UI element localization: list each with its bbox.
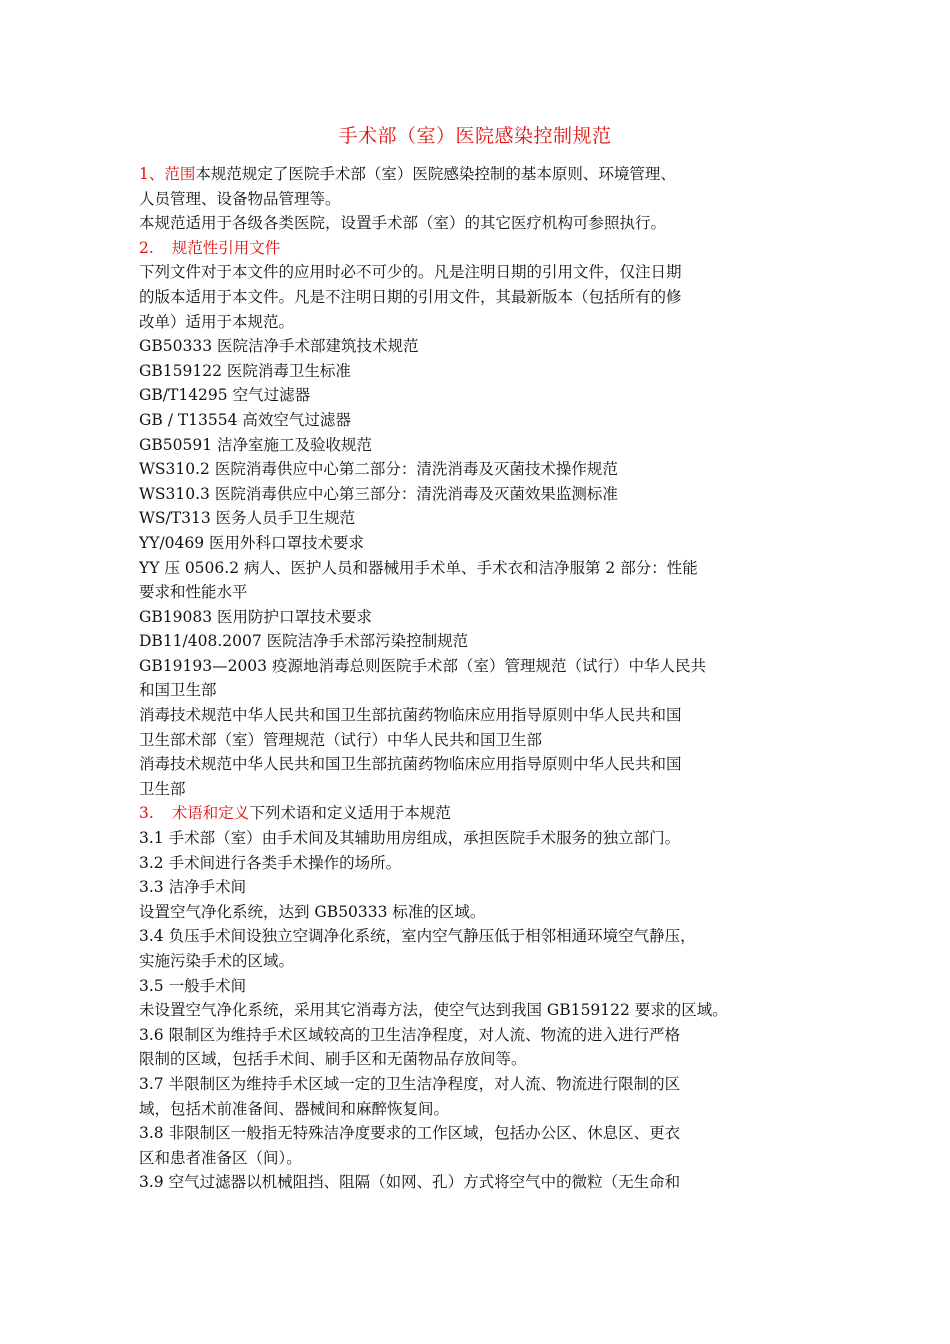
text-line xyxy=(139,924,839,949)
text-line xyxy=(139,580,839,605)
line-text: GB/T14295 空气过滤器 xyxy=(139,386,311,405)
text-line xyxy=(139,678,839,703)
text-line xyxy=(139,457,839,482)
text-line xyxy=(139,408,839,433)
text-line xyxy=(139,285,839,310)
line-text: 要求和性能水平 xyxy=(139,583,248,602)
line-text: GB159122 医院消毒卫生标准 xyxy=(139,361,351,380)
line-text: 域，包括术前准备间、器械间和麻醉恢复间。 xyxy=(139,1099,450,1118)
text-line xyxy=(139,359,839,384)
text-line xyxy=(139,752,839,777)
text-line xyxy=(139,998,839,1023)
text-line xyxy=(139,629,839,654)
text-line xyxy=(139,703,839,728)
line-text: 3.8 非限制区一般指无特殊洁净度要求的工作区域，包括办公区、休息区、更衣 xyxy=(139,1124,681,1143)
line-text: 3.1 手术部（室）由手术间及其辅助用房组成，承担医院手术服务的独立部门。 xyxy=(139,829,681,848)
line-text: 3.3 洁净手术间 xyxy=(139,878,247,897)
line-text: WS310.3 医院消毒供应中心第三部分：清洗消毒及灭菌效果监测标准 xyxy=(139,484,618,503)
text-line xyxy=(139,334,839,359)
text-line xyxy=(139,482,839,507)
line-text: GB50591 洁净室施工及验收规范 xyxy=(139,435,373,454)
document-body xyxy=(139,162,839,1195)
document-title: 手术部（室）医院感染控制规范 xyxy=(338,125,612,147)
text-line xyxy=(139,1121,839,1146)
section-heading: 1、范围 xyxy=(139,165,196,183)
text-line xyxy=(139,728,839,753)
line-text: 3.2 手术间进行各类手术操作的场所。 xyxy=(139,853,402,872)
line-text: 下列文件对于本文件的应用时必不可少的。凡是注明日期的引用文件，仅注日期 xyxy=(139,263,682,282)
text-line xyxy=(139,260,839,285)
line-text: GB50333 医院洁净手术部建筑技术规范 xyxy=(139,337,419,356)
line-text: 限制的区域，包括手术间、刷手区和无菌物品存放间等。 xyxy=(139,1050,527,1069)
line-text: 3.6 限制区为维持手术区域较高的卫生洁净程度，对人流、物流的进入进行严格 xyxy=(139,1025,681,1044)
text-line xyxy=(139,826,839,851)
text-line xyxy=(139,900,839,925)
text-line xyxy=(139,506,839,531)
line-text: 未设置空气净化系统，采用其它消毒方法，使空气达到我国 GB159122 要求的区域。 xyxy=(139,1001,728,1020)
section-number: 2. xyxy=(139,238,154,257)
line-text: GB19083 医用防护口罩技术要求 xyxy=(139,607,373,626)
text-line xyxy=(139,556,839,581)
line-text: 消毒技术规范中华人民共和国卫生部抗菌药物临床应用指导原则中华人民共和国 xyxy=(139,755,682,774)
text-line xyxy=(139,974,839,999)
line-text: 本规范适用于各级各类医院，设置手术部（室）的其它医疗机构可参照执行。 xyxy=(139,214,667,233)
line-text: 消毒技术规范中华人民共和国卫生部抗菌药物临床应用指导原则中华人民共和国 xyxy=(139,706,682,725)
line-text: 改单）适用于本规范。 xyxy=(139,312,295,331)
text-line xyxy=(139,1146,839,1171)
text-line xyxy=(139,236,839,261)
line-text: 和国卫生部 xyxy=(139,681,217,700)
text-line xyxy=(139,531,839,556)
line-text: YY/0469 医用外科口罩技术要求 xyxy=(139,533,365,552)
text-line xyxy=(139,875,839,900)
line-text: 3.9 空气过滤器以机械阻挡、阻隔（如网、孔）方式将空气中的微粒（无生命和 xyxy=(139,1173,681,1192)
text-line xyxy=(139,433,839,458)
text-line xyxy=(139,605,839,630)
text-line xyxy=(139,1170,839,1195)
text-line xyxy=(139,777,839,802)
line-text: GB / T13554 高效空气过滤器 xyxy=(139,410,351,429)
text-line xyxy=(139,187,839,212)
line-text: YY 压 0506.2 病人、医护人员和器械用手术单、手术衣和洁净服第 2 部分：性能 xyxy=(139,558,698,577)
line-text: 3.4 负压手术间设独立空调净化系统，室内空气静压低于相邻相通环境空气静压， xyxy=(139,927,696,946)
text-line xyxy=(139,1047,839,1072)
text-line xyxy=(139,162,839,187)
line-text: WS310.2 医院消毒供应中心第二部分：清洗消毒及灭菌技术操作规范 xyxy=(139,460,618,479)
line-text: 卫生部术部（室）管理规范（试行）中华人民共和国卫生部 xyxy=(139,730,543,749)
text-line xyxy=(139,949,839,974)
text-line xyxy=(139,654,839,679)
line-text: 实施污染手术的区域。 xyxy=(139,952,295,970)
text-line xyxy=(139,1097,839,1122)
line-text: 3.7 半限制区为维持手术区域一定的卫生洁净程度，对人流、物流进行限制的区 xyxy=(139,1074,681,1093)
line-text: 下列术语和定义适用于本规范 xyxy=(249,804,451,823)
line-text: DB11/408.2007 医院洁净手术部污染控制规范 xyxy=(139,632,469,651)
text-line xyxy=(139,1023,839,1048)
section-heading: 规范性引用文件 xyxy=(171,238,281,257)
line-text: 的版本适用于本文件。凡是不注明日期的引用文件，其最新版本（包括所有的修 xyxy=(139,287,682,306)
line-text: 人员管理、设备物品管理等。 xyxy=(139,189,341,208)
line-text: GB19193—2003 疫源地消毒总则医院手术部（室）管理规范（试行）中华人民共 xyxy=(139,656,706,675)
text-line xyxy=(139,383,839,408)
section-number: 3. xyxy=(139,804,154,823)
line-text: 3.5 一般手术间 xyxy=(139,976,247,995)
line-text: 卫生部 xyxy=(139,779,186,798)
text-line xyxy=(139,801,839,826)
line-text: 设置空气净化系统，达到 GB50333 标准的区域。 xyxy=(139,902,486,921)
text-line xyxy=(139,310,839,335)
line-text: 本规范规定了医院手术部（室）医院感染控制的基本原则、环境管理、 xyxy=(195,165,676,183)
text-line xyxy=(139,851,839,876)
text-line xyxy=(139,1072,839,1097)
text-line xyxy=(139,211,839,236)
line-text: WS/T313 医务人员手卫生规范 xyxy=(139,509,356,528)
section-heading: 术语和定义 xyxy=(171,804,250,823)
line-text: 区和患者准备区（间）。 xyxy=(139,1148,302,1167)
